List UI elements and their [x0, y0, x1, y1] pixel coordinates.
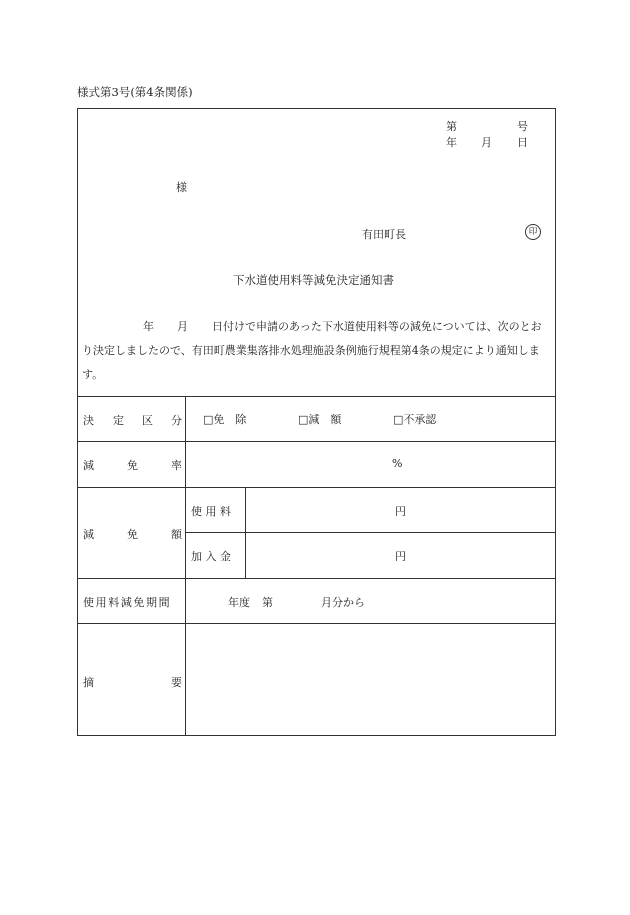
rate-label-3: 率	[171, 459, 182, 472]
option-exempt-checkbox[interactable]: □免 除	[203, 413, 247, 426]
body-paragraph	[82, 315, 552, 387]
divider	[185, 532, 556, 533]
document-title: 下水道使用料等減免決定通知書	[233, 273, 394, 287]
remarks-label-2: 要	[171, 676, 182, 689]
decision-label-3: 区	[142, 414, 153, 427]
amount-label-3: 額	[171, 528, 182, 541]
period-label: 使用料減免期間	[83, 596, 172, 609]
date-day: 日	[517, 136, 528, 149]
date-year: 年	[446, 136, 457, 149]
body-year: 年	[143, 320, 154, 333]
usage-fee-label: 使 用 料	[191, 505, 231, 518]
body-text: 日付けで申請のあった下水道使用料等の減免については、次のとおり決定しましたので、有田町農業集落排水処理施設条例施行規程第4条の規定により通知します。	[82, 320, 542, 381]
joining-fee-label: 加 入 金	[191, 550, 231, 563]
body-month: 月	[177, 320, 188, 333]
form-label: 様式第3号(第4条関係)	[77, 85, 193, 99]
number-prefix: 第	[446, 120, 457, 133]
period-year: 年度	[228, 596, 250, 609]
joining-fee-unit: 円	[395, 550, 406, 563]
usage-fee-unit: 円	[395, 505, 406, 518]
column-divider	[185, 396, 186, 736]
divider	[77, 623, 556, 624]
period-no: 第	[262, 596, 273, 609]
divider	[77, 396, 556, 397]
option-reject-checkbox[interactable]: □不承認	[393, 413, 437, 426]
seal-mark: 印	[525, 224, 541, 240]
issuer: 有田町長	[362, 228, 406, 241]
period-from: 月分から	[321, 596, 365, 609]
remarks-label-1: 摘	[83, 676, 94, 689]
amount-label-2: 免	[127, 528, 138, 541]
divider	[77, 487, 556, 488]
decision-label-2: 定	[113, 414, 124, 427]
rate-label-1: 減	[83, 459, 94, 472]
rate-label-2: 免	[127, 459, 138, 472]
number-suffix: 号	[517, 120, 528, 133]
date-month: 月	[481, 136, 492, 149]
column-divider	[245, 487, 246, 578]
amount-label-1: 減	[83, 528, 94, 541]
decision-label-1: 決	[83, 414, 94, 427]
addressee-suffix: 様	[176, 181, 187, 194]
divider	[77, 441, 556, 442]
option-reduce-checkbox[interactable]: □減 額	[298, 413, 342, 426]
divider	[77, 578, 556, 579]
rate-unit: %	[392, 457, 403, 470]
decision-label-4: 分	[171, 414, 182, 427]
